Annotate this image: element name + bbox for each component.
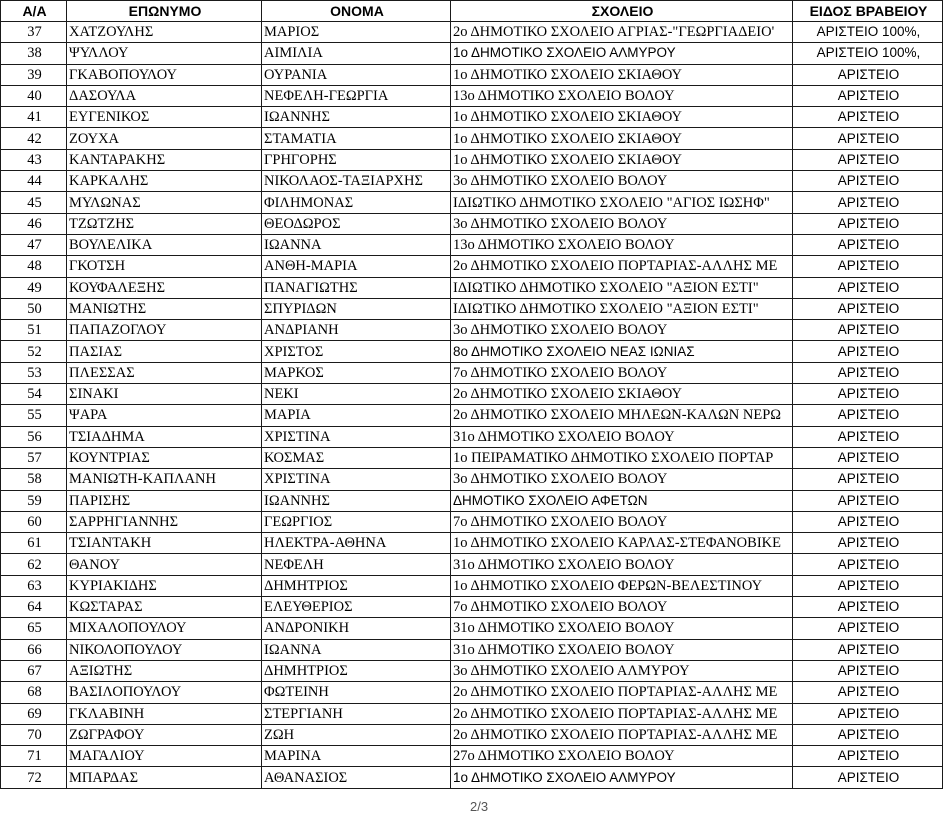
cell-award-type: ΑΡΙΣΤΕΙΟ (793, 575, 943, 596)
cell-surname: ΓΚΑΒΟΠΟΥΛΟΥ (67, 64, 262, 85)
cell-name: ΑΝΔΡΟΝΙΚΗ (262, 618, 451, 639)
cell-award-type: ΑΡΙΣΤΕΙΟ (793, 362, 943, 383)
cell-aa: 61 (1, 533, 67, 554)
table-row (1, 554, 943, 575)
table-row (1, 426, 943, 447)
table-row (1, 746, 943, 767)
cell-school: 7ο ΔΗΜΟΤΙΚΟ ΣΧΟΛΕΙΟ ΒΟΛΟΥ (451, 511, 793, 532)
cell-name: ΓΡΗΓΟΡΗΣ (262, 149, 451, 170)
cell-school: 2ο ΔΗΜΟΤΙΚΟ ΣΧΟΛΕΙΟ ΜΗΛΕΩΝ-ΚΑΛΩΝ ΝΕΡΩ (451, 405, 793, 426)
cell-school: 8ο ΔΗΜΟΤΙΚΟ ΣΧΟΛΕΙΟ ΝΕΑΣ ΙΩΝΙΑΣ (451, 341, 793, 362)
cell-school: 2ο ΔΗΜΟΤΙΚΟ ΣΧΟΛΕΙΟ ΠΟΡΤΑΡΙΑΣ-ΑΛΛΗΣ ΜΕ (451, 256, 793, 277)
table-row (1, 85, 943, 106)
cell-surname: ΜΑΝΙΩΤΗ-ΚΑΠΛΑΝΗ (67, 469, 262, 490)
cell-award-type: ΑΡΙΣΤΕΙΟ (793, 107, 943, 128)
cell-surname: ΓΚΟΤΣΗ (67, 256, 262, 277)
cell-aa: 60 (1, 511, 67, 532)
page-number: 2/3 (470, 799, 489, 814)
cell-name: ΣΤΑΜΑΤΙΑ (262, 128, 451, 149)
header-surname: ΕΠΩΝΥΜΟ (67, 1, 262, 22)
cell-surname: ΜΑΓΑΛΙΟΥ (67, 746, 262, 767)
header-school: ΣΧΟΛΕΙΟ (451, 1, 793, 22)
cell-aa: 68 (1, 682, 67, 703)
cell-aa: 38 (1, 43, 67, 64)
cell-surname: ΠΛΕΣΣΑΣ (67, 362, 262, 383)
cell-award-type: ΑΡΙΣΤΕΙΟ (793, 320, 943, 341)
table-row (1, 298, 943, 319)
cell-award-type: ΑΡΙΣΤΕΙΟ 100%, (793, 43, 943, 64)
cell-aa: 52 (1, 341, 67, 362)
cell-award-type: ΑΡΙΣΤΕΙΟ (793, 767, 943, 788)
table-row (1, 64, 943, 85)
cell-surname: ΒΑΣΙΛΟΠΟΥΛΟΥ (67, 682, 262, 703)
cell-surname: ΧΑΤΖΟΥΛΗΣ (67, 22, 262, 43)
table-row (1, 384, 943, 405)
cell-aa: 59 (1, 490, 67, 511)
cell-name: ΝΙΚΟΛΑΟΣ-ΤΑΞΙΑΡΧΗΣ (262, 171, 451, 192)
cell-name: ΜΑΡΙΑ (262, 405, 451, 426)
cell-surname: ΖΩΓΡΑΦΟΥ (67, 724, 262, 745)
cell-school: 1ο ΔΗΜΟΤΙΚΟ ΣΧΟΛΕΙΟ ΣΚΙΑΘΟΥ (451, 107, 793, 128)
cell-school: ΙΔΙΩΤΙΚΟ ΔΗΜΟΤΙΚΟ ΣΧΟΛΕΙΟ "ΑΓΙΟΣ ΙΩΣΗΦ" (451, 192, 793, 213)
cell-aa: 57 (1, 447, 67, 468)
cell-aa: 56 (1, 426, 67, 447)
table-row (1, 234, 943, 255)
cell-name: ΑΝΘΗ-ΜΑΡΙΑ (262, 256, 451, 277)
cell-name: ΖΩΗ (262, 724, 451, 745)
cell-name: ΜΑΡΙΟΣ (262, 22, 451, 43)
table-row (1, 575, 943, 596)
cell-aa: 72 (1, 767, 67, 788)
cell-surname: ΚΟΥΦΑΛΕΞΗΣ (67, 277, 262, 298)
cell-award-type: ΑΡΙΣΤΕΙΟ (793, 533, 943, 554)
cell-aa: 50 (1, 298, 67, 319)
cell-surname: ΚΟΥΝΤΡΙΑΣ (67, 447, 262, 468)
cell-name: ΚΟΣΜΑΣ (262, 447, 451, 468)
cell-surname: ΜΑΝΙΩΤΗΣ (67, 298, 262, 319)
cell-school: ΔΗΜΟΤΙΚΟ ΣΧΟΛΕΙΟ ΑΦΕΤΩΝ (451, 490, 793, 511)
cell-award-type: ΑΡΙΣΤΕΙΟ (793, 64, 943, 85)
cell-school: 7ο ΔΗΜΟΤΙΚΟ ΣΧΟΛΕΙΟ ΒΟΛΟΥ (451, 597, 793, 618)
cell-award-type: ΑΡΙΣΤΕΙΟ (793, 490, 943, 511)
cell-award-type: ΑΡΙΣΤΕΙΟ (793, 426, 943, 447)
cell-award-type: ΑΡΙΣΤΕΙΟ (793, 149, 943, 170)
table-row (1, 703, 943, 724)
cell-award-type: ΑΡΙΣΤΕΙΟ (793, 171, 943, 192)
cell-name: ΦΙΛΗΜΟΝΑΣ (262, 192, 451, 213)
cell-school: 31ο ΔΗΜΟΤΙΚΟ ΣΧΟΛΕΙΟ ΒΟΛΟΥ (451, 618, 793, 639)
cell-surname: ΠΑΣΙΑΣ (67, 341, 262, 362)
cell-award-type: ΑΡΙΣΤΕΙΟ (793, 469, 943, 490)
table-row (1, 405, 943, 426)
cell-surname: ΔΑΣΟΥΛΑ (67, 85, 262, 106)
cell-name: ΧΡΙΣΤΟΣ (262, 341, 451, 362)
cell-aa: 62 (1, 554, 67, 575)
cell-award-type: ΑΡΙΣΤΕΙΟ (793, 682, 943, 703)
cell-surname: ΨΥΛΛΟΥ (67, 43, 262, 64)
table-body (1, 22, 943, 789)
cell-school: 1ο ΔΗΜΟΤΙΚΟ ΣΧΟΛΕΙΟ ΑΛΜΥΡΟΥ (451, 767, 793, 788)
cell-name: ΑΘΑΝΑΣΙΟΣ (262, 767, 451, 788)
cell-aa: 58 (1, 469, 67, 490)
table-row (1, 107, 943, 128)
cell-aa: 71 (1, 746, 67, 767)
cell-name: ΙΩΑΝΝΑ (262, 234, 451, 255)
cell-school: 3ο ΔΗΜΟΤΙΚΟ ΣΧΟΛΕΙΟ ΒΟΛΟΥ (451, 469, 793, 490)
cell-surname: ΤΣΙΑΔΗΜΑ (67, 426, 262, 447)
cell-school: 2ο ΔΗΜΟΤΙΚΟ ΣΧΟΛΕΙΟ ΠΟΡΤΑΡΙΑΣ-ΑΛΛΗΣ ΜΕ (451, 703, 793, 724)
table-row (1, 128, 943, 149)
cell-award-type: ΑΡΙΣΤΕΙΟ (793, 384, 943, 405)
cell-aa: 42 (1, 128, 67, 149)
cell-award-type: ΑΡΙΣΤΕΙΟ (793, 660, 943, 681)
cell-award-type: ΑΡΙΣΤΕΙΟ (793, 256, 943, 277)
table-row (1, 469, 943, 490)
cell-aa: 51 (1, 320, 67, 341)
cell-school: 3ο ΔΗΜΟΤΙΚΟ ΣΧΟΛΕΙΟ ΒΟΛΟΥ (451, 213, 793, 234)
cell-school: ΙΔΙΩΤΙΚΟ ΔΗΜΟΤΙΚΟ ΣΧΟΛΕΙΟ "ΑΞΙΟΝ ΕΣΤΙ" (451, 298, 793, 319)
table-row (1, 171, 943, 192)
cell-surname: ΕΥΓΕΝΙΚΟΣ (67, 107, 262, 128)
table-row (1, 767, 943, 788)
cell-award-type: ΑΡΙΣΤΕΙΟ (793, 277, 943, 298)
table-row (1, 43, 943, 64)
cell-aa: 41 (1, 107, 67, 128)
cell-name: ΝΕΦΕΛΗ (262, 554, 451, 575)
cell-school: ΙΔΙΩΤΙΚΟ ΔΗΜΟΤΙΚΟ ΣΧΟΛΕΙΟ "ΑΞΙΟΝ ΕΣΤΙ" (451, 277, 793, 298)
table-row (1, 192, 943, 213)
cell-award-type: ΑΡΙΣΤΕΙΟ (793, 703, 943, 724)
table-row (1, 277, 943, 298)
cell-award-type: ΑΡΙΣΤΕΙΟ (793, 213, 943, 234)
cell-surname: ΣΙΝΑΚΙ (67, 384, 262, 405)
cell-aa: 39 (1, 64, 67, 85)
cell-award-type: ΑΡΙΣΤΕΙΟ (793, 447, 943, 468)
cell-school: 31ο ΔΗΜΟΤΙΚΟ ΣΧΟΛΕΙΟ ΒΟΛΟΥ (451, 554, 793, 575)
table-row (1, 511, 943, 532)
cell-aa: 45 (1, 192, 67, 213)
header-award-type: ΕΙΔΟΣ ΒΡΑΒΕΙΟΥ (793, 1, 943, 22)
cell-name: ΜΑΡΚΟΣ (262, 362, 451, 383)
cell-school: 3ο ΔΗΜΟΤΙΚΟ ΣΧΟΛΕΙΟ ΒΟΛΟΥ (451, 171, 793, 192)
cell-name: ΙΩΑΝΝΗΣ (262, 107, 451, 128)
table-row (1, 320, 943, 341)
cell-aa: 44 (1, 171, 67, 192)
cell-aa: 66 (1, 639, 67, 660)
cell-school: 2ο ΔΗΜΟΤΙΚΟ ΣΧΟΛΕΙΟ ΣΚΙΑΘΟΥ (451, 384, 793, 405)
cell-name: ΑΝΔΡΙΑΝΗ (262, 320, 451, 341)
cell-surname: ΜΙΧΑΛΟΠΟΥΛΟΥ (67, 618, 262, 639)
cell-aa: 47 (1, 234, 67, 255)
table-row (1, 256, 943, 277)
cell-school: 1ο ΔΗΜΟΤΙΚΟ ΣΧΟΛΕΙΟ ΣΚΙΑΘΟΥ (451, 64, 793, 85)
cell-surname: ΜΠΑΡΔΑΣ (67, 767, 262, 788)
table-row (1, 597, 943, 618)
cell-school: 27ο ΔΗΜΟΤΙΚΟ ΣΧΟΛΕΙΟ ΒΟΛΟΥ (451, 746, 793, 767)
cell-surname: ΚΑΡΚΑΛΗΣ (67, 171, 262, 192)
cell-surname: ΚΑΝΤΑΡΑΚΗΣ (67, 149, 262, 170)
cell-school: 13ο ΔΗΜΟΤΙΚΟ ΣΧΟΛΕΙΟ ΒΟΛΟΥ (451, 234, 793, 255)
cell-aa: 53 (1, 362, 67, 383)
cell-aa: 48 (1, 256, 67, 277)
cell-aa: 69 (1, 703, 67, 724)
cell-aa: 37 (1, 22, 67, 43)
table-row (1, 618, 943, 639)
cell-name: ΣΤΕΡΓΙΑΝΗ (262, 703, 451, 724)
table-row (1, 22, 943, 43)
cell-name: ΝΕΚΙ (262, 384, 451, 405)
cell-name: ΙΩΑΝΝΑ (262, 639, 451, 660)
cell-surname: ΒΟΥΛΕΛΙΚΑ (67, 234, 262, 255)
cell-school: 3ο ΔΗΜΟΤΙΚΟ ΣΧΟΛΕΙΟ ΒΟΛΟΥ (451, 320, 793, 341)
cell-award-type: ΑΡΙΣΤΕΙΟ (793, 724, 943, 745)
cell-school: 2ο ΔΗΜΟΤΙΚΟ ΣΧΟΛΕΙΟ ΠΟΡΤΑΡΙΑΣ-ΑΛΛΗΣ ΜΕ (451, 724, 793, 745)
cell-award-type: ΑΡΙΣΤΕΙΟ (793, 639, 943, 660)
cell-award-type: ΑΡΙΣΤΕΙΟ (793, 298, 943, 319)
cell-name: ΜΑΡΙΝΑ (262, 746, 451, 767)
cell-school: 13ο ΔΗΜΟΤΙΚΟ ΣΧΟΛΕΙΟ ΒΟΛΟΥ (451, 85, 793, 106)
table-row (1, 682, 943, 703)
cell-surname: ΠΑΡΙΣΗΣ (67, 490, 262, 511)
cell-name: ΑΙΜΙΛΙΑ (262, 43, 451, 64)
cell-surname: ΚΥΡΙΑΚΙΔΗΣ (67, 575, 262, 596)
cell-name: ΦΩΤΕΙΝΗ (262, 682, 451, 703)
cell-aa: 43 (1, 149, 67, 170)
cell-surname: ΜΥΛΩΝΑΣ (67, 192, 262, 213)
cell-name: ΕΛΕΥΘΕΡΙΟΣ (262, 597, 451, 618)
cell-name: ΟΥΡΑΝΙΑ (262, 64, 451, 85)
cell-surname: ΠΑΠΑΖΟΓΛΟΥ (67, 320, 262, 341)
header-name: ΟΝΟΜΑ (262, 1, 451, 22)
cell-award-type: ΑΡΙΣΤΕΙΟ (793, 746, 943, 767)
cell-aa: 54 (1, 384, 67, 405)
cell-name: ΙΩΑΝΝΗΣ (262, 490, 451, 511)
table-row (1, 490, 943, 511)
cell-surname: ΚΩΣΤΑΡΑΣ (67, 597, 262, 618)
cell-surname: ΝΙΚΟΛΟΠΟΥΛΟΥ (67, 639, 262, 660)
cell-school: 2ο ΔΗΜΟΤΙΚΟ ΣΧΟΛΕΙΟ ΑΓΡΙΑΣ-"ΓΕΩΡΓΙΑΔΕΙΟ' (451, 22, 793, 43)
cell-name: ΗΛΕΚΤΡΑ-ΑΘΗΝΑ (262, 533, 451, 554)
cell-school: 31ο ΔΗΜΟΤΙΚΟ ΣΧΟΛΕΙΟ ΒΟΛΟΥ (451, 639, 793, 660)
cell-award-type: ΑΡΙΣΤΕΙΟ (793, 405, 943, 426)
cell-award-type: ΑΡΙΣΤΕΙΟ (793, 128, 943, 149)
cell-name: ΣΠΥΡΙΔΩΝ (262, 298, 451, 319)
cell-school: 1ο ΔΗΜΟΤΙΚΟ ΣΧΟΛΕΙΟ ΣΚΙΑΘΟΥ (451, 128, 793, 149)
table-row (1, 533, 943, 554)
header-aa: Α/Α (1, 1, 67, 22)
cell-award-type: ΑΡΙΣΤΕΙΟ (793, 192, 943, 213)
cell-school: 2ο ΔΗΜΟΤΙΚΟ ΣΧΟΛΕΙΟ ΠΟΡΤΑΡΙΑΣ-ΑΛΛΗΣ ΜΕ (451, 682, 793, 703)
cell-award-type: ΑΡΙΣΤΕΙΟ (793, 341, 943, 362)
cell-school: 3ο ΔΗΜΟΤΙΚΟ ΣΧΟΛΕΙΟ ΑΛΜΥΡΟΥ (451, 660, 793, 681)
cell-name: ΔΗΜΗΤΡΙΟΣ (262, 660, 451, 681)
cell-school: 1ο ΔΗΜΟΤΙΚΟ ΣΧΟΛΕΙΟ ΦΕΡΩΝ-ΒΕΛΕΣΤΙΝΟΥ (451, 575, 793, 596)
cell-aa: 67 (1, 660, 67, 681)
cell-aa: 70 (1, 724, 67, 745)
cell-name: ΠΑΝΑΓΙΩΤΗΣ (262, 277, 451, 298)
cell-surname: ΑΞΙΩΤΗΣ (67, 660, 262, 681)
table-row (1, 660, 943, 681)
cell-school: 1ο ΔΗΜΟΤΙΚΟ ΣΧΟΛΕΙΟ ΣΚΙΑΘΟΥ (451, 149, 793, 170)
cell-award-type: ΑΡΙΣΤΕΙΟ (793, 618, 943, 639)
cell-surname: ΤΖΩΤΖΗΣ (67, 213, 262, 234)
table-row (1, 149, 943, 170)
cell-name: ΓΕΩΡΓΙΟΣ (262, 511, 451, 532)
cell-aa: 40 (1, 85, 67, 106)
cell-aa: 55 (1, 405, 67, 426)
cell-school: 1ο ΔΗΜΟΤΙΚΟ ΣΧΟΛΕΙΟ ΑΛΜΥΡΟΥ (451, 43, 793, 64)
cell-name: ΧΡΙΣΤΙΝΑ (262, 426, 451, 447)
cell-surname: ΣΑΡΡΗΓΙΑΝΝΗΣ (67, 511, 262, 532)
cell-award-type: ΑΡΙΣΤΕΙΟ (793, 597, 943, 618)
cell-award-type: ΑΡΙΣΤΕΙΟ (793, 85, 943, 106)
header-row (1, 1, 943, 22)
cell-aa: 65 (1, 618, 67, 639)
cell-award-type: ΑΡΙΣΤΕΙΟ (793, 554, 943, 575)
cell-name: ΝΕΦΕΛΗ-ΓΕΩΡΓΙΑ (262, 85, 451, 106)
cell-award-type: ΑΡΙΣΤΕΙΟ (793, 234, 943, 255)
cell-aa: 63 (1, 575, 67, 596)
cell-school: 7ο ΔΗΜΟΤΙΚΟ ΣΧΟΛΕΙΟ ΒΟΛΟΥ (451, 362, 793, 383)
cell-surname: ΓΚΛΑΒΙΝΗ (67, 703, 262, 724)
cell-award-type: ΑΡΙΣΤΕΙΟ (793, 511, 943, 532)
cell-surname: ΨΑΡΑ (67, 405, 262, 426)
cell-surname: ΘΑΝΟΥ (67, 554, 262, 575)
cell-aa: 49 (1, 277, 67, 298)
cell-surname: ΤΣΙΑΝΤΑΚΗ (67, 533, 262, 554)
table-row (1, 341, 943, 362)
table-row (1, 213, 943, 234)
cell-school: 1ο ΔΗΜΟΤΙΚΟ ΣΧΟΛΕΙΟ ΚΑΡΛΑΣ-ΣΤΕΦΑΝΟΒΙΚΕ (451, 533, 793, 554)
table-row (1, 447, 943, 468)
table-row (1, 362, 943, 383)
table-row (1, 639, 943, 660)
cell-name: ΔΗΜΗΤΡΙΟΣ (262, 575, 451, 596)
cell-school: 1ο ΠΕΙΡΑΜΑΤΙΚΟ ΔΗΜΟΤΙΚΟ ΣΧΟΛΕΙΟ ΠΟΡΤΑΡ (451, 447, 793, 468)
cell-aa: 46 (1, 213, 67, 234)
cell-school: 31ο ΔΗΜΟΤΙΚΟ ΣΧΟΛΕΙΟ ΒΟΛΟΥ (451, 426, 793, 447)
cell-surname: ΖΟΥΧΑ (67, 128, 262, 149)
cell-aa: 64 (1, 597, 67, 618)
cell-award-type: ΑΡΙΣΤΕΙΟ 100%, (793, 22, 943, 43)
cell-name: ΧΡΙΣΤΙΝΑ (262, 469, 451, 490)
cell-name: ΘΕΟΔΩΡΟΣ (262, 213, 451, 234)
table-row (1, 724, 943, 745)
